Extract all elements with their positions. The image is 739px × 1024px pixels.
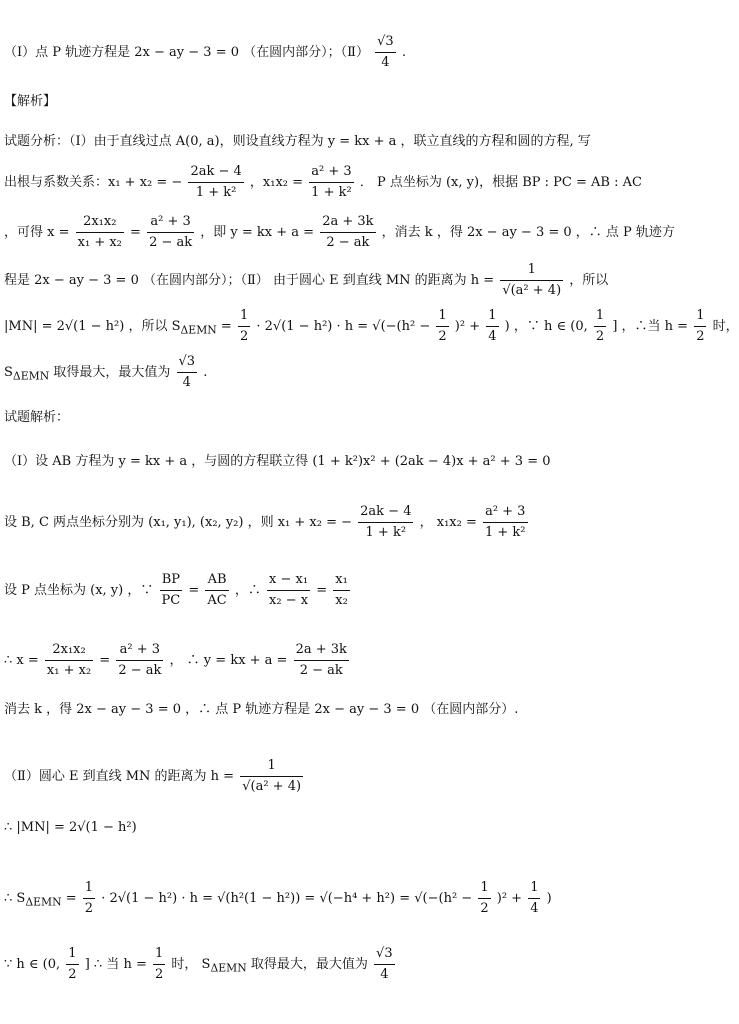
analysis-line-1: 试题分析：（Ⅰ）由于直线过点 A(0, a)，则设直线方程为 y = kx + a ，联立直线的方程和圆的方程, 写	[4, 134, 591, 149]
analysis-line-3: ，可得 x = $\frac{\text{2x₁x₂}}{\text{x₁ + x₂}}$ = $\frac{\text{a² + 3}}{2 - ak}$ ，即 y = kx + a = $\frac{2a + 3k}{2 - ak}$ ，消去 k ，得 2x − ay − 3 = 0 ，∴ 点 P 轨迹方	[4, 212, 626, 253]
solution-line-6: （Ⅱ）圆心 E 到直线 MN 的距离为 h = $\frac{1}{\text{√(a² + 4)}}$	[4, 756, 626, 797]
fraction: $\frac{1}{2}$	[68, 946, 77, 982]
fraction: $\frac{1}{4}$	[530, 880, 539, 916]
fraction: $\frac{\text{2x₁x₂}}{\text{x₁ + x₂}}$	[46, 642, 92, 678]
fraction: $\frac{1}{\text{√(a² + 4)}}$	[502, 262, 562, 298]
analysis-line-6: $S_{\Delta EMN}$ 取得最大，最大值为 $\frac{√3}{4}$ .	[4, 352, 626, 393]
fraction: $\frac{BP}{PC}$	[161, 572, 181, 608]
jiexi-heading: 【解析】	[4, 94, 57, 109]
fraction: $\frac{1}{2}$	[239, 308, 249, 344]
fraction: $\frac{\text{a² + 3}}{\text{1 + k²}}$	[485, 504, 526, 540]
fraction: $\frac{√3}{4}$	[178, 354, 196, 390]
solution-line-4: ∴ x = $\frac{\text{2x₁x₂}}{\text{x₁ + x₂}}$ = $\frac{\text{a² + 3}}{2 - ak}$ ， ∴ y = kx + a = $\frac{2a + 3k}{2 - ak}$	[4, 640, 626, 681]
fraction: $\frac{\text{x − x₁}}{\text{x₂ − x}}$	[269, 572, 309, 608]
analysis-line-5: |MN| = 2√(1 − h²) ，所以 $S_{\Delta EMN}$ = $\frac{1}{2}$ · 2√(1 − h²) · h = √(−(h² − $\frac{1}{2}$ )² + $\frac{1}{4}$ ) ，∵ h ∈ (0, $\frac{1}{2}$ ] ，∴当 h = $\frac{1}{2}$ 时，	[4, 306, 626, 347]
solution-line-3: 设 P 点坐标为 (x, y) ，∵ $\frac{BP}{PC}$ = $\frac{AB}{AC}$ ，∴ $\frac{\text{x − x₁}}{\text{x₂ − x}}$ = $\frac{\text{x₁}}{\text{x₂}}$	[4, 570, 626, 611]
answer-line: （Ⅰ）点 P 轨迹方程是 2x − ay − 3 = 0 （在圆内部分）；（Ⅱ） $\frac{√3}{4}$ .	[4, 32, 626, 73]
fraction: $\frac{\text{a² + 3}}{\text{1 + k²}}$	[311, 164, 352, 200]
solution-line-2: 设 B, C 两点坐标分别为 (x₁, y₁), (x₂, y₂) ，则 x₁ + x₂ = − $\frac{2ak - 4}{\text{1 + k²}}$ ， x₁x₂ = $\frac{\text{a² + 3}}{\text{1 + k²}}$	[4, 502, 626, 543]
fraction: $\frac{AB}{AC}$	[207, 572, 227, 608]
fraction: $\frac{\text{a² + 3}}{2 - ak}$	[149, 214, 193, 250]
fraction: $\frac{1}{2}$	[154, 946, 164, 982]
fraction: $\frac{1}{\text{√(a² + 4)}}$	[242, 758, 302, 794]
fraction: $\frac{√3}{4}$	[376, 946, 393, 982]
fraction: $\frac{\text{a² + 3}}{2 - ak}$	[118, 642, 162, 678]
solution-line-1: （Ⅰ）设 AB 方程为 y = kx + a ，与圆的方程联立得 (1 + k²)x² + (2ak − 4)x + a² + 3 = 0	[4, 454, 551, 469]
answer-text: （Ⅰ）点 P 轨迹方程是 2x − ay − 3 = 0 （在圆内部分）；（Ⅱ）	[4, 45, 369, 60]
fraction: $\frac{2ak - 4}{\text{1 + k²}}$	[360, 504, 412, 540]
fraction: $\frac{2a + 3k}{2 - ak}$	[295, 642, 347, 678]
fraction: $\frac{1}{2}$	[696, 308, 705, 344]
fraction: $\frac{\text{x₁}}{\text{x₂}}$	[335, 572, 348, 608]
solution-line-8: ∴ $S_{\Delta EMN}$ = $\frac{1}{2}$ · 2√(1 − h²) · h = √(h²(1 − h²)) = √(−h⁴ + h²) = √(−(h² − $\frac{1}{2}$ )² + $\frac{1}{4}$ )	[4, 878, 626, 919]
fraction: $\frac{1}{4}$	[488, 308, 497, 344]
analysis-line-2: 出根与系数关系：x₁ + x₂ = − $\frac{2ak - 4}{\text{1 + k²}}$ ，x₁x₂ = $\frac{\text{a² + 3}}{\text{1 + k²}}$ ． P 点坐标为 (x, y)，根据 BP : PC = AB : AC	[4, 162, 626, 203]
solution-line-9: ∵ h ∈ (0, $\frac{1}{2}$ ] ∴ 当 h = $\frac{1}{2}$ 时， $S_{\Delta EMN}$ 取得最大，最大值为 $\frac{√3}{4}$	[4, 944, 626, 985]
answer-fraction: $\frac{√3}{4}$	[377, 34, 394, 70]
fraction: $\frac{2a + 3k}{2 - ak}$	[322, 214, 374, 250]
fraction: $\frac{\text{2x₁x₂}}{\text{x₁ + x₂}}$	[77, 214, 122, 250]
fraction: $\frac{1}{2}$	[84, 880, 94, 916]
fraction: $\frac{1}{2}$	[595, 308, 605, 344]
analysis-line-4: 程是 2x − ay − 3 = 0 （在圆内部分）；（Ⅱ） 由于圆心 E 到直线 MN 的距离为 h = $\frac{1}{\text{√(a² + 4)}}$ ，所以	[4, 260, 626, 301]
fraction: $\frac{2ak - 4}{\text{1 + k²}}$	[190, 164, 242, 200]
solution-line-5: 消去 k ，得 2x − ay − 3 = 0 ，∴ 点 P 轨迹方程是 2x − ay − 3 = 0 （在圆内部分）.	[4, 702, 519, 717]
fraction: $\frac{1}{2}$	[438, 308, 447, 344]
solution-heading: 试题解析：	[4, 410, 70, 425]
fraction: $\frac{1}{2}$	[480, 880, 489, 916]
solution-line-7: ∴ |MN| = 2√(1 − h²)	[4, 820, 137, 835]
